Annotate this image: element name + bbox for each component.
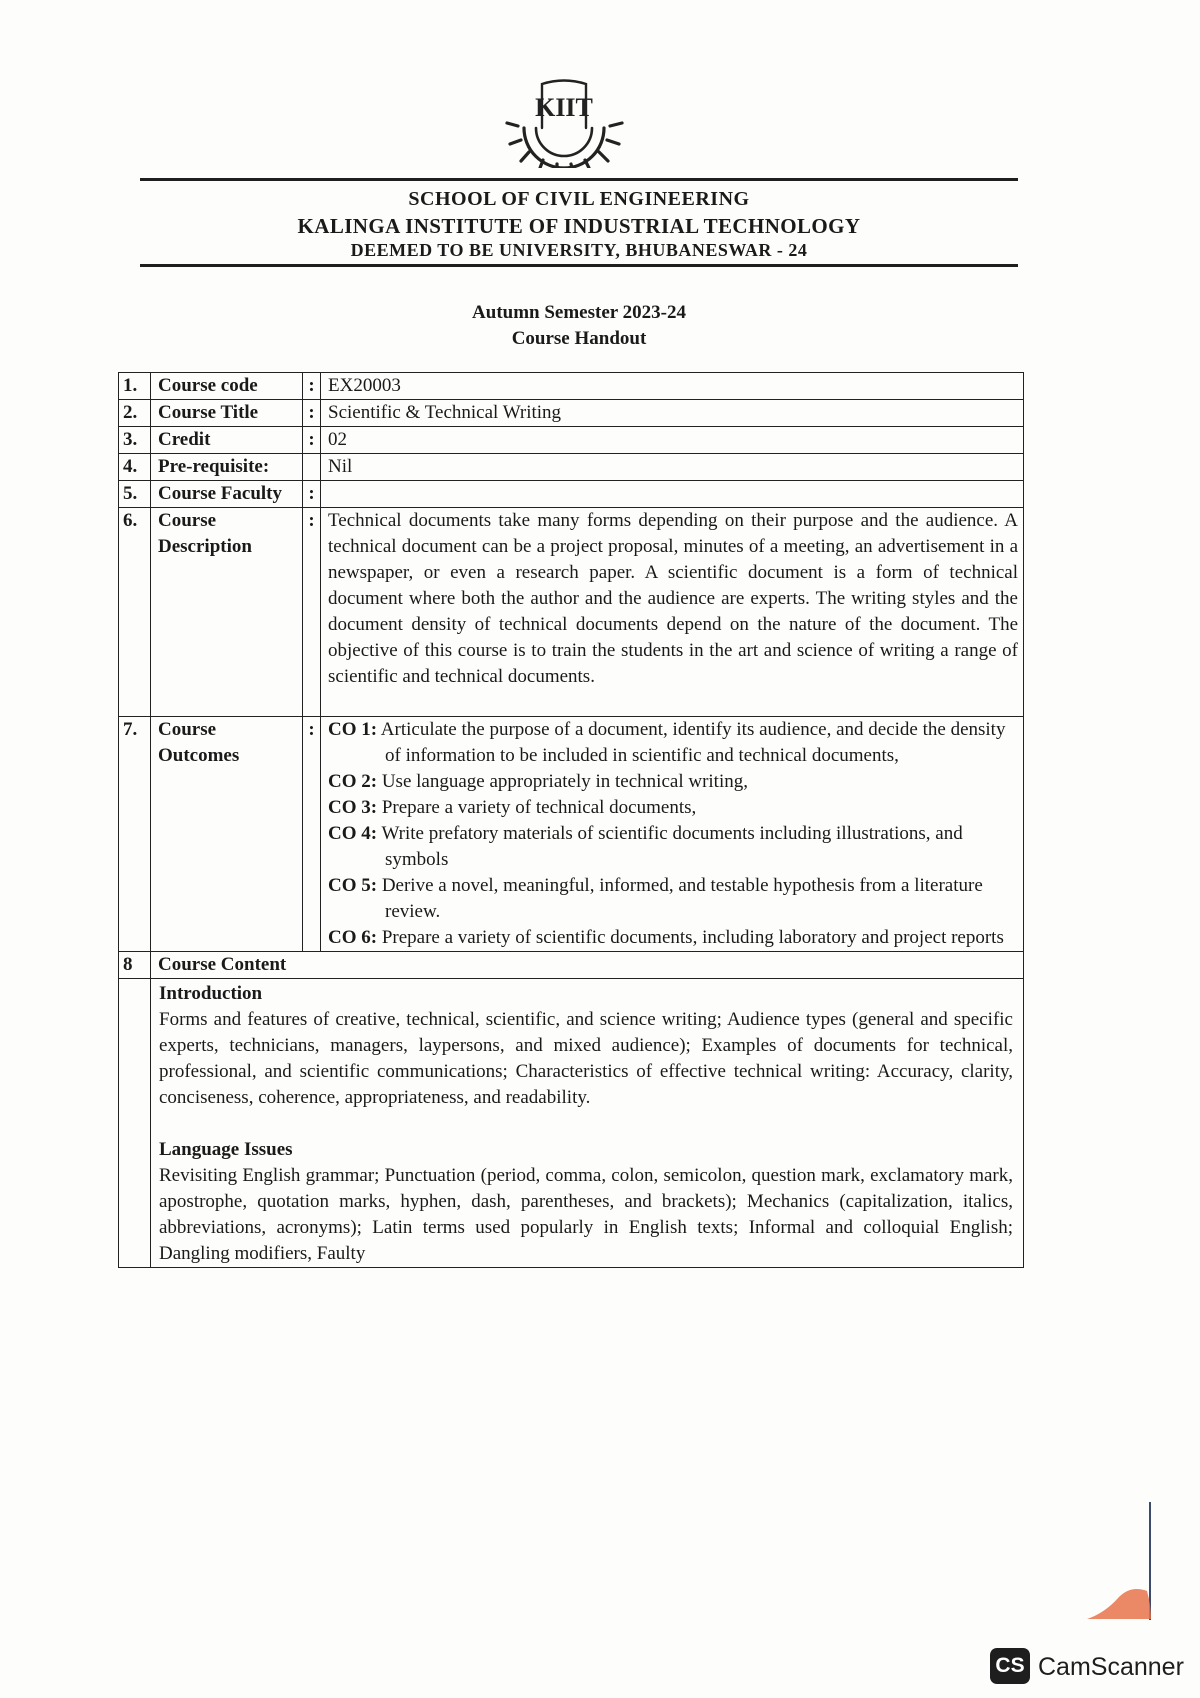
course-outcome [328, 769, 1018, 795]
row-colon: : [303, 400, 321, 427]
camscanner-name: CamScanner [1038, 1653, 1184, 1681]
header-rule-top [140, 178, 1018, 181]
outcome-text: Prepare a variety of technical documents, [381, 797, 697, 818]
row-label: Course Outcomes [151, 717, 303, 952]
credit-value: 02 [321, 427, 1024, 454]
table-row [119, 508, 1024, 717]
row-number-empty [119, 979, 151, 1268]
course-outcome [328, 717, 1018, 769]
course-outcomes-list [321, 717, 1024, 952]
course-outcome [328, 925, 1018, 951]
row-colon: : [303, 481, 321, 508]
table-row [119, 454, 1024, 481]
row-number: 8 [119, 952, 151, 979]
outcome-code: CO 2: [328, 771, 378, 792]
row-colon: : [303, 508, 321, 717]
course-content-label: Course Content [151, 952, 1024, 979]
course-faculty-value [321, 481, 1024, 508]
section-title: Language Issues [159, 1139, 293, 1160]
row-number: 6. [119, 508, 151, 717]
prerequisite-value: Nil [321, 454, 1024, 481]
course-handout-table [118, 372, 1024, 1268]
semester-title: Autumn Semester 2023-24 [472, 302, 686, 323]
outcome-code: CO 1: [328, 719, 378, 740]
camscanner-badge-icon: CS [990, 1648, 1030, 1684]
course-outcome [328, 873, 1018, 925]
table-row [119, 952, 1024, 979]
section-gap [159, 1111, 1013, 1137]
outcome-code: CO 6: [328, 927, 378, 948]
row-label: Pre-requisite: [151, 454, 303, 481]
university-name: DEEMED TO BE UNIVERSITY, BHUBANESWAR - 24 [350, 240, 808, 260]
table-row [119, 481, 1024, 508]
kiit-gear-emblem-icon [502, 76, 626, 168]
table-row [119, 427, 1024, 454]
institute-name: KALINGA INSTITUTE OF INDUSTRIAL TECHNOLOGY [297, 214, 861, 238]
svg-text:KIIT: KIIT [535, 93, 593, 122]
row-label: Course Faculty [151, 481, 303, 508]
outcome-code: CO 4: [328, 823, 378, 844]
outcome-text: Prepare a variety of scientific documents, including laboratory and project reports [381, 927, 1004, 948]
row-number: 1. [119, 373, 151, 400]
row-number: 2. [119, 400, 151, 427]
course-description-value: Technical documents take many forms depending on their purpose and the audience. A technical document can be a project proposal, minutes of a meeting, an advertisement in a newspaper, or even a research paper. A scientific document is a form of technical document where both the author and the audience are experts. The writing styles and the document density of technical documents depend on the nature of the document. The objective of this course is to train the students in the art and science of writing a range of scientific and technical documents. [321, 508, 1024, 717]
outcome-text: Use language appropriately in technical writing, [381, 771, 748, 792]
row-colon [303, 454, 321, 481]
table-row [119, 717, 1024, 952]
section-title: Introduction [159, 983, 263, 1004]
outcome-text: Articulate the purpose of a document, identify its audience, and decide the density of information to be included in scientific and technical documents, [380, 719, 1006, 766]
table-row [119, 373, 1024, 400]
row-label: Course Title [151, 400, 303, 427]
school-name: SCHOOL OF CIVIL ENGINEERING [408, 188, 750, 210]
course-outcome [328, 795, 1018, 821]
scan-smudge-icon [1085, 1583, 1153, 1621]
outcome-code: CO 3: [328, 797, 378, 818]
header-rule-bottom [140, 264, 1018, 267]
row-label: Course Description [151, 508, 303, 717]
section-text: Forms and features of creative, technical, scientific, and science writing; Audience types (general and specific experts, technicians, managers, laypersons, and mixed audience); Examples of documents for technical, professional, and scientific communications; Characteristics of effective technical writing: Accuracy, clarity, conciseness, coherence, appropriateness, and readability. [159, 1009, 1013, 1108]
row-label: Course code [151, 373, 303, 400]
row-colon: : [303, 427, 321, 454]
document-type: Course Handout [511, 328, 647, 349]
row-number: 7. [119, 717, 151, 952]
course-outcome [328, 821, 1018, 873]
course-content-body [151, 979, 1024, 1268]
row-number: 4. [119, 454, 151, 481]
outcome-text: Write prefatory materials of scientific documents including illustrations, and symbols [381, 823, 963, 870]
row-colon: : [303, 373, 321, 400]
table-row [119, 400, 1024, 427]
section-text: Revisiting English grammar; Punctuation (period, comma, colon, semicolon, question mark, exclamatory mark, apostrophe, quotation marks, hyphen, dash, parentheses, and brackets); Mechanics (capitalization, italics, abbreviations, acronyms); Latin terms used popularly in English texts; Informal and colloquial English; Dangling modifiers, Faulty [159, 1165, 1013, 1264]
course-code-value: EX20003 [321, 373, 1024, 400]
outcome-code: CO 5: [328, 875, 378, 896]
course-title-value: Scientific & Technical Writing [321, 400, 1024, 427]
table-row [119, 979, 1024, 1268]
outcome-text: Derive a novel, meaningful, informed, and testable hypothesis from a literature review. [381, 875, 983, 922]
row-label: Credit [151, 427, 303, 454]
row-colon: : [303, 717, 321, 952]
row-number: 3. [119, 427, 151, 454]
row-number: 5. [119, 481, 151, 508]
